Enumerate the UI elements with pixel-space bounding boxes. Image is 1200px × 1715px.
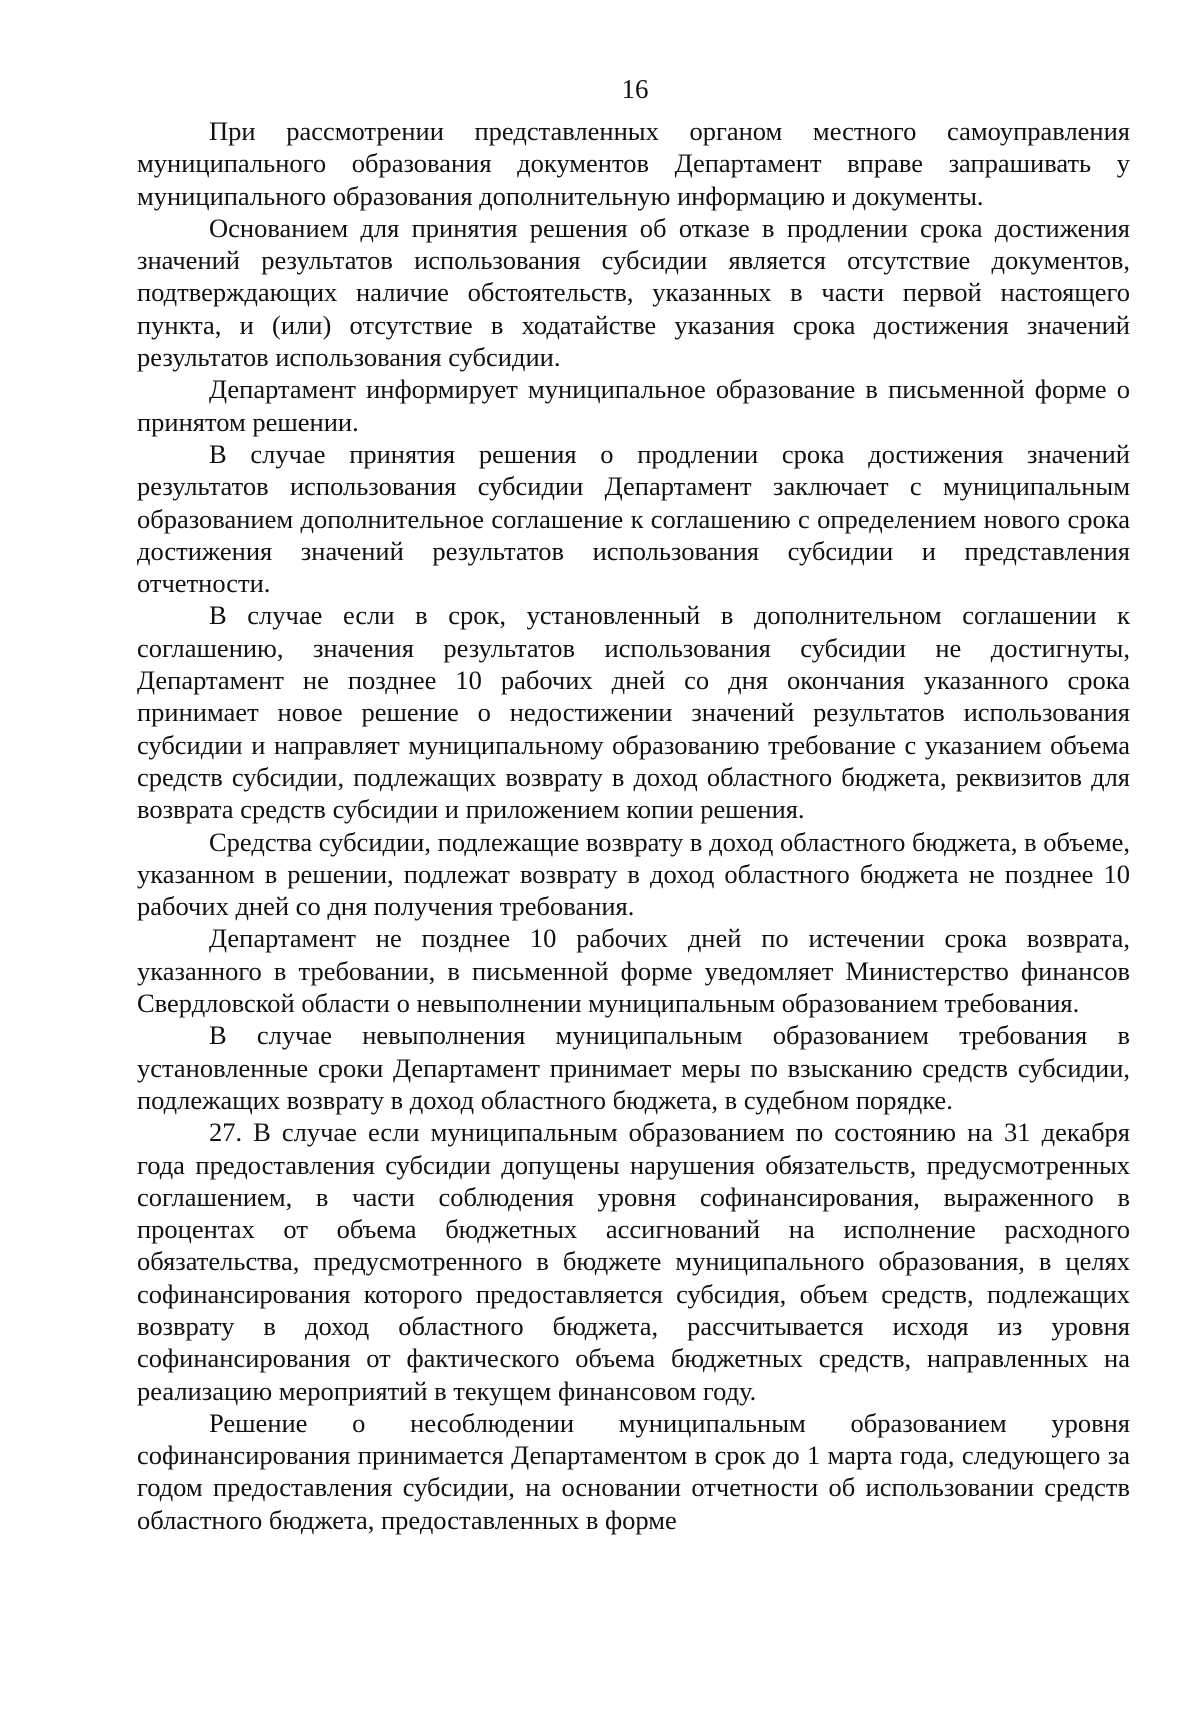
document-body [137,115,1130,1536]
paragraph-non-achievement: В случае если в срок, установленный в дополнительном соглашении к соглашению, значения результатов использования субсидии не достигнуты, Департамент не позднее 10 рабочих дней со дня окончания указанного срока принимает новое решение о недостижении значений результатов использования субсидии и направляет муниципальному образованию требование с указанием объема средств субсидии, подлежащих возврату в доход областного бюджета, реквизитов для возврата средств субсидии и приложением копии решения. [137,600,1130,825]
paragraph-ministry-notice: Департамент не позднее 10 рабочих дней по истечении срока возврата, указанного в требовании, в письменной форме уведомляет Министерство финансов Свердловской области о невыполнении муниципальным образованием требования. [137,923,1130,1019]
paragraph-refund-term: Средства субсидии, подлежащие возврату в доход областного бюджета, в объеме, указанном в решении, подлежат возврату в доход областного бюджета не позднее 10 рабочих дней со дня получения требования. [137,826,1130,922]
page-number: 16 [621,74,649,104]
paragraph-request-info: При рассмотрении представленных органом местного самоуправления муниципального образования документов Департамент вправе запрашивать у муниципального образования дополнительную информацию и документы. [137,116,1130,211]
paragraph-recovery: В случае невыполнения муниципальным образованием требования в установленные сроки Департамент принимает меры по взысканию средств субсидии, подлежащих возврату в доход областного бюджета, в судебном порядке. [137,1020,1130,1115]
paragraph-cofinancing-decision: Решение о несоблюдении муниципальным образованием уровня софинансирования принимается Департаментом в срок до 1 марта года, следующего за годом предоставления субсидии, на основании отчетности об использовании средств областного бюджета, предоставленных в форме [137,1407,1130,1535]
paragraph-item-27: 27. В случае если муниципальным образованием по состоянию на 31 декабря года предоставления субсидии допущены нарушения обязательств, предусмотренных соглашением, в части соблюдения уровня софинансирования, выраженного в процентах от объема бюджетных ассигнований на исполнение расходного обязательства, предусмотренного в бюджете муниципального образования, в целях софинансирования которого предоставляется субсидия, объем средств, подлежащих возврату в доход областного бюджета, рассчитывается исходя из уровня софинансирования от фактического объема бюджетных средств, направленных на реализацию мероприятий в текущем финансовом году. [137,1117,1130,1406]
paragraph-refusal-grounds: Основанием для принятия решения об отказе в продлении срока достижения значений результатов использования субсидии является отсутствие документов, подтверждающих наличие обстоятельств, указанных в части первой настоящего пункта, и (или) отсутствие в ходатайстве указания срока достижения значений результатов использования субсидии. [137,212,1130,373]
paragraph-extension-agreement: В случае принятия решения о продлении срока достижения значений результатов использования субсидии Департамент заключает с муниципальным образованием дополнительное соглашение к соглашению с определением нового срока достижения значений результатов использования субсидии и представления отчетности. [137,438,1130,599]
paragraph-notification: Департамент информирует муниципальное образование в письменной форме о принятом решении. [137,374,1130,437]
